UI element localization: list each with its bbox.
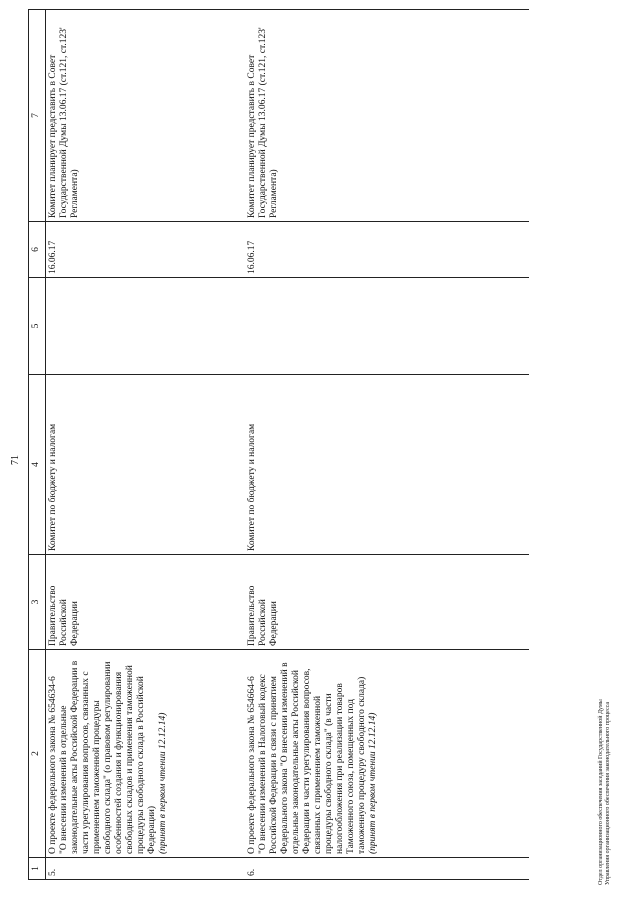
row-number: 5. <box>46 858 246 880</box>
footer-line-1: Отдел организационного обеспечения заседаний Государственной Думы <box>598 699 604 885</box>
date-cell: 16.06.17 <box>46 222 246 278</box>
status-cell: Комитет планирует представить в Совет Государственной Думы 13.06.17 (ст.121, ст.123' Регламента) <box>245 10 529 222</box>
reading-note: (принят в первом чтении 12.12.14) <box>158 712 168 854</box>
column-header-3: 3 <box>29 555 46 650</box>
committee-cell: Комитет по бюджету и налогам <box>245 375 529 555</box>
header-row <box>29 10 46 880</box>
column-5-cell <box>46 278 246 375</box>
table-row <box>46 10 246 880</box>
status-cell: Комитет планирует представить в Совет Государственной Думы 13.06.17 (ст.121, ст.123' Регламента) <box>46 10 246 222</box>
initiator-cell: Правительство Российской Федерации <box>245 555 529 650</box>
project-title: О проекте федерального закона № 654664-6 <box>247 676 257 854</box>
date-cell: 16.06.17 <box>245 222 529 278</box>
column-header-6: 6 <box>29 222 46 278</box>
column-header-2: 2 <box>29 650 46 858</box>
column-header-4: 4 <box>29 375 46 555</box>
committee-cell: Комитет по бюджету и налогам <box>46 375 246 555</box>
column-header-7: 7 <box>29 10 46 222</box>
column-5-cell <box>245 278 529 375</box>
table-row <box>245 10 529 880</box>
column-header-5: 5 <box>29 278 46 375</box>
project-cell <box>245 650 529 858</box>
project-description: "О внесении изменений в отдельные законодательные акты Российской Федерации в части урегулирования вопросов, связанных с применением таможенной процедуры свободного склада" (о правовом регулировании особенностей создания и функционирования свободных складов и применения таможенной процедуры свободного склада в Российской Федерации) <box>59 660 157 854</box>
legislation-table <box>28 9 529 880</box>
row-number: 6. <box>245 858 529 880</box>
footer <box>598 699 612 885</box>
project-cell <box>46 650 246 858</box>
project-title: О проекте федерального закона № 654634-6 <box>48 676 58 854</box>
page-number: 71 <box>10 455 21 465</box>
reading-note: (принят в первом чтении 12.12.14) <box>368 712 378 854</box>
initiator-cell: Правительство Российской Федерации <box>46 555 246 650</box>
project-description: "О внесении изменений в Налоговый кодекс Российской Федерации в связи с принятием Федерального закона "О внесении изменений в отдельные законодательные акты Российской Федерации в части урегулирования вопросов, связанных с применением таможенной процедуры свободного склада" (в части налогообложения при реализации товаров Таможенного союза, помещенных под таможенную процедуру свободного склада) <box>258 662 367 854</box>
footer-line-2: Управления организационного обеспечения законодательного процесса <box>605 701 611 885</box>
column-header-1: 1 <box>29 858 46 880</box>
